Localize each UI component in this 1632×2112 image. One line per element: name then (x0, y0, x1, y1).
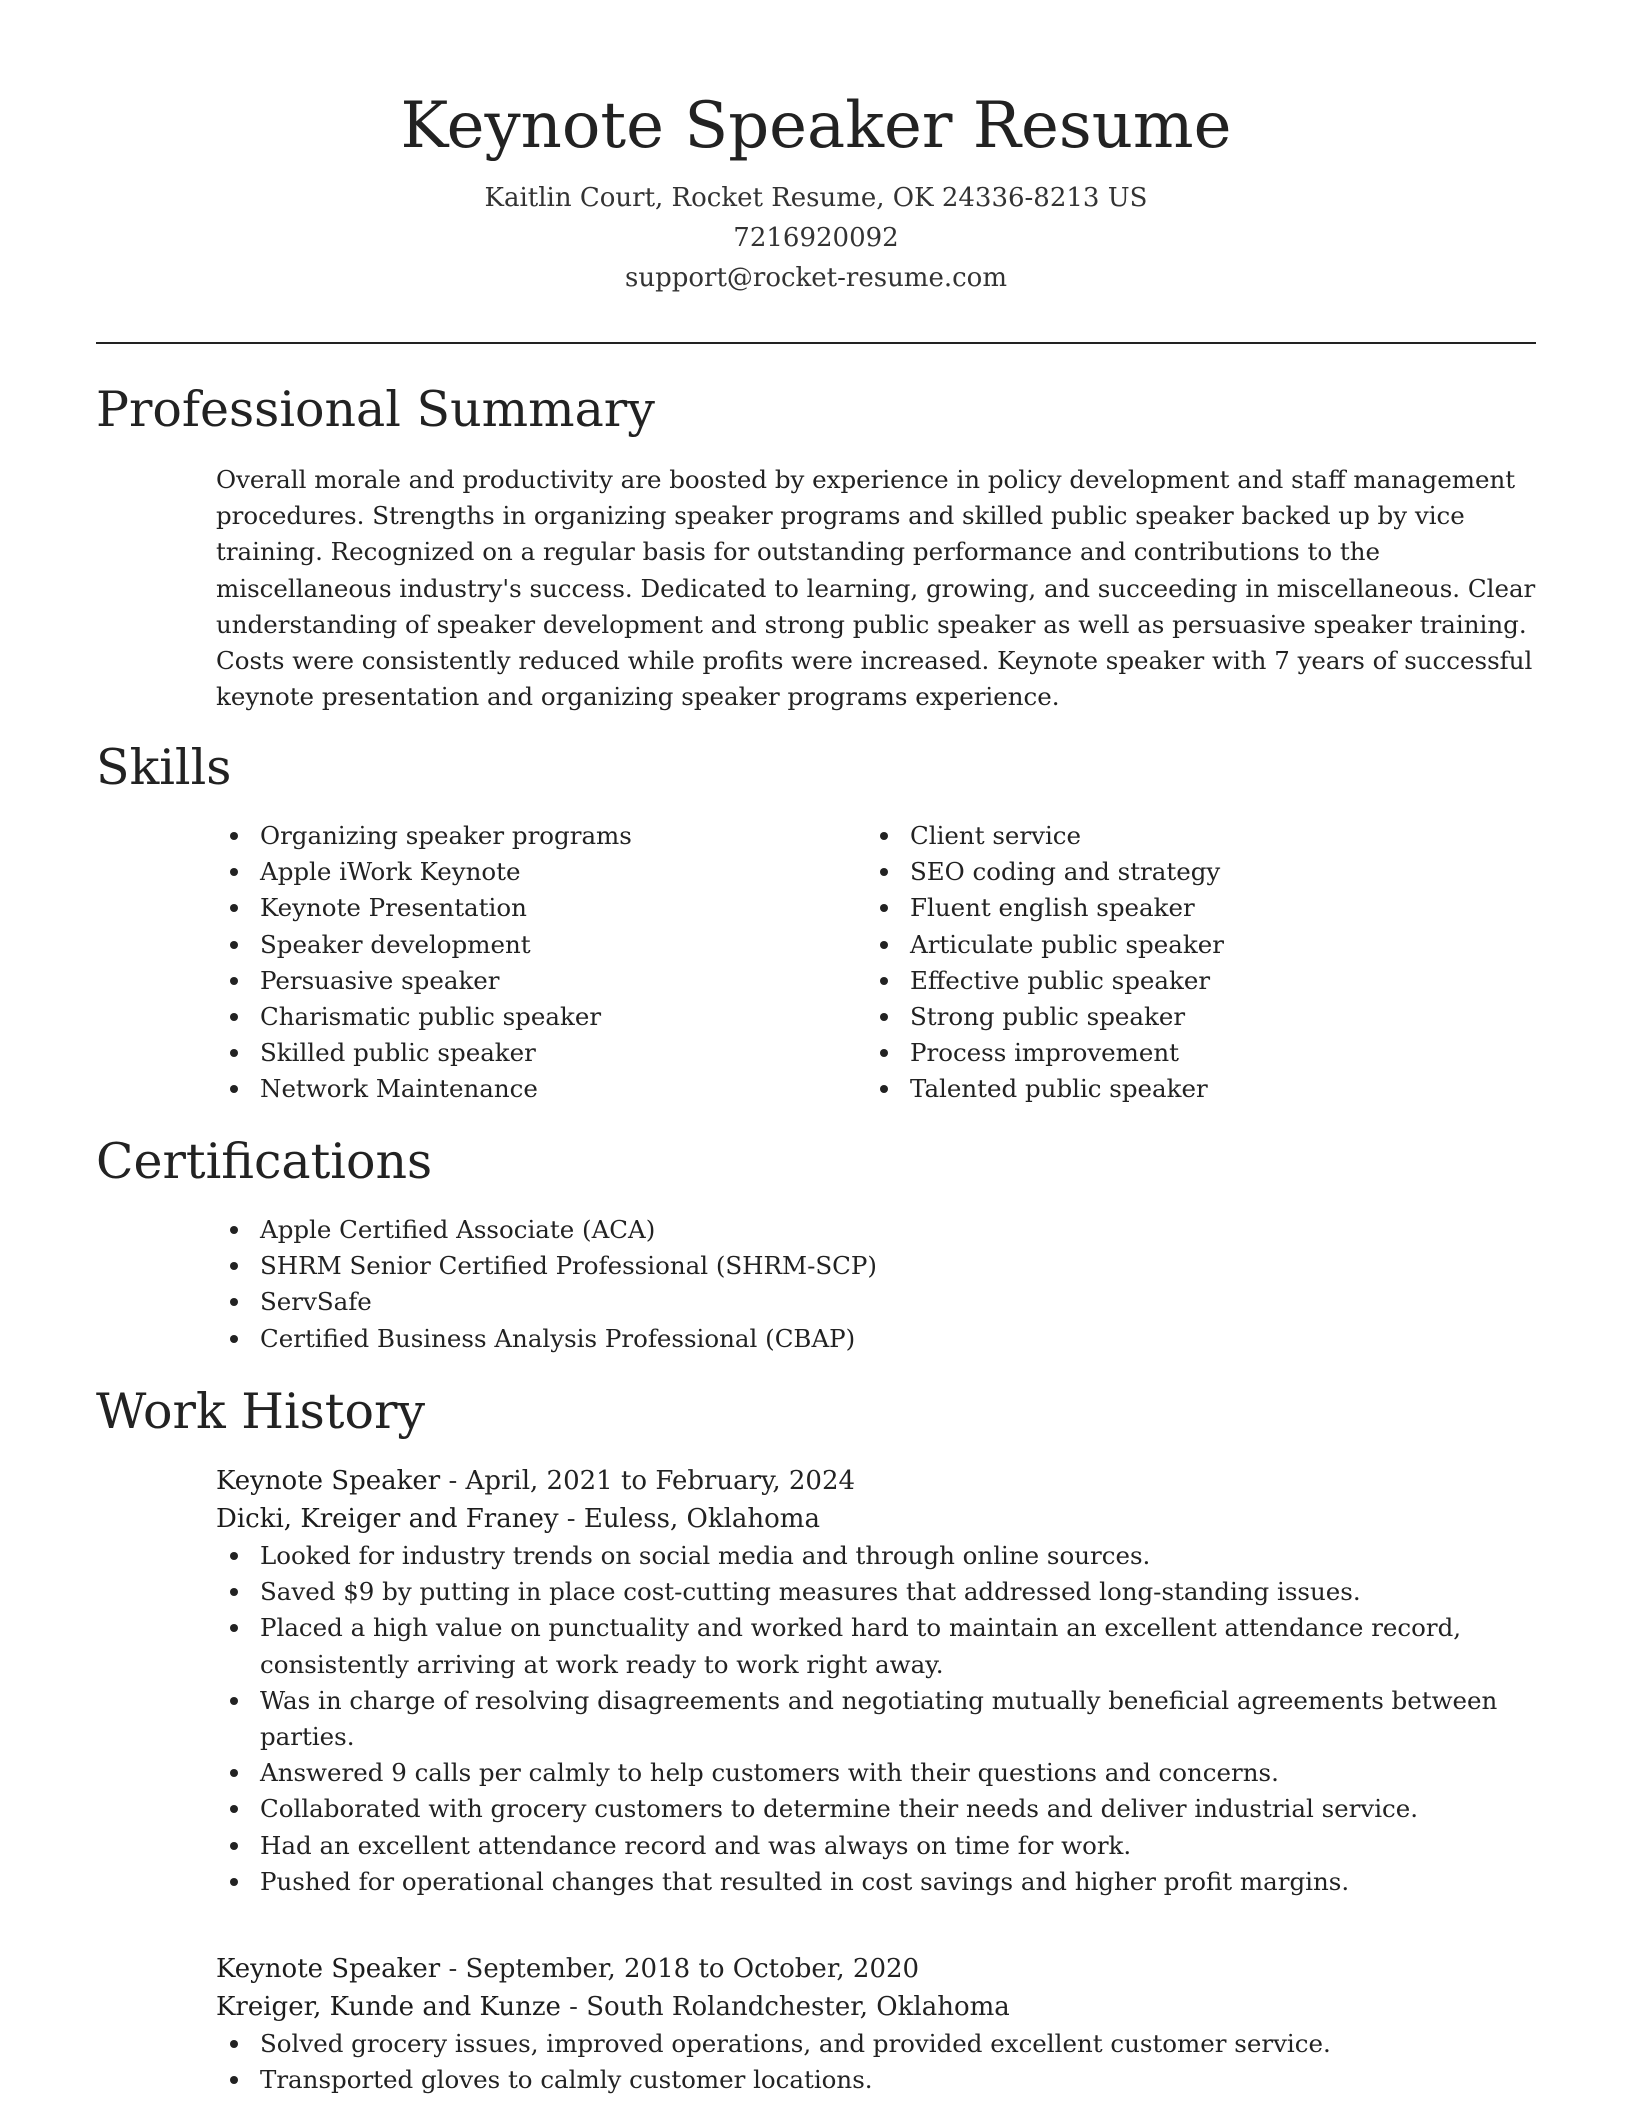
list-item: Apple iWork Keynote (216, 854, 856, 890)
list-item: Effective public speaker (866, 963, 1506, 999)
list-item: Process improvement (866, 1035, 1506, 1071)
job-entry-1 (216, 1462, 1536, 1900)
list-item: Looked for industry trends on social media and through online sources. (216, 1538, 1536, 1574)
skills-heading: Skills (96, 739, 232, 796)
summary-text: Overall morale and productivity are boosted by experience in policy development and staff management procedures. Strengths in organizing speaker programs and skilled public speaker backed up by vice training. Recognized on a regular basis for outstanding performance and contributions to the miscellaneous industry's success. Dedicated to learning, growing, and succeeding in miscellaneous. Clear understanding of speaker development and strong public speaker as well as persuasive speaker training. Costs were consistently reduced while profits were increased. Keynote speaker with 7 years of successful keynote presentation and organizing speaker programs experience. (216, 465, 1536, 712)
list-item: Keynote Presentation (216, 890, 856, 926)
skills-list-right (866, 818, 1506, 1108)
job-title-line: Keynote Speaker - April, 2021 to February, 2024 (216, 1466, 856, 1496)
job-location: Euless, Oklahoma (583, 1504, 820, 1534)
list-item: Persuasive speaker (216, 963, 856, 999)
contact-address: Kaitlin Court, Rocket Resume, OK 24336-8213 US (484, 183, 1148, 213)
job-dates: September, 2018 to October, 2020 (465, 1954, 920, 1984)
contact-phone: 7216920092 (733, 223, 899, 253)
job-company: Kreiger, Kunde and Kunze (216, 1992, 561, 2022)
list-item: Pushed for operational changes that resulted in cost savings and higher profit margins. (216, 1864, 1536, 1900)
list-item: Client service (866, 818, 1506, 854)
list-item: Answered 9 calls per calmly to help customers with their questions and concerns. (216, 1755, 1536, 1791)
list-item: ServSafe (216, 1284, 1536, 1320)
list-item: SEO coding and strategy (866, 854, 1506, 890)
job-title: Keynote Speaker (216, 1466, 441, 1496)
job-dates: April, 2021 to February, 2024 (465, 1466, 856, 1496)
job-company-line: Kreiger, Kunde and Kunze - South Rolandchester, Oklahoma (216, 1992, 1010, 2022)
job-title-line: Keynote Speaker - September, 2018 to October, 2020 (216, 1954, 920, 1984)
list-item: Had an excellent attendance record and was always on time for work. (216, 1828, 1536, 1864)
job-entry-2 (216, 1950, 1536, 2098)
list-item: Saved $9 by putting in place cost-cutting measures that addressed long-standing issues. (216, 1574, 1536, 1610)
list-item: Organizing speaker programs (216, 818, 856, 854)
job-company-line: Dicki, Kreiger and Franey - Euless, Oklahoma (216, 1504, 820, 1534)
list-item: Placed a high value on punctuality and worked hard to maintain an excellent attendance record, consistently arriving at work ready to work right away. (216, 1610, 1536, 1682)
job-bullet-list (216, 2026, 1536, 2098)
list-item: Fluent english speaker (866, 890, 1506, 926)
job-title: Keynote Speaker (216, 1954, 441, 1984)
job-company: Dicki, Kreiger and Franey (216, 1504, 559, 1534)
certifications-heading: Certifications (96, 1133, 433, 1190)
list-item: Solved grocery issues, improved operations, and provided excellent customer service. (216, 2026, 1536, 2062)
list-item: SHRM Senior Certified Professional (SHRM-SCP) (216, 1248, 1536, 1284)
work-history-heading: Work History (96, 1383, 426, 1440)
summary-heading: Professional Summary (96, 381, 655, 438)
list-item: Transported gloves to calmly customer locations. (216, 2062, 1536, 2098)
resume-header (0, 82, 1632, 298)
list-item: Was in charge of resolving disagreements and negotiating mutually beneficial agreements between parties. (216, 1683, 1536, 1755)
contact-email: support@rocket-resume.com (624, 263, 1007, 293)
job-location: South Rolandchester, Oklahoma (586, 1992, 1010, 2022)
certifications-list (216, 1212, 1536, 1357)
job-bullet-list (216, 1538, 1536, 1900)
list-item: Collaborated with grocery customers to determine their needs and deliver industrial service. (216, 1791, 1536, 1827)
resume-title: Keynote Speaker Resume (400, 89, 1232, 163)
list-item: Skilled public speaker (216, 1035, 856, 1071)
list-item: Strong public speaker (866, 999, 1506, 1035)
list-item: Network Maintenance (216, 1071, 856, 1107)
list-item: Apple Certified Associate (ACA) (216, 1212, 1536, 1248)
list-item: Talented public speaker (866, 1071, 1506, 1107)
list-item: Certified Business Analysis Professional (CBAP) (216, 1321, 1536, 1357)
skills-list-left (216, 818, 856, 1108)
header-divider (96, 342, 1536, 344)
list-item: Speaker development (216, 927, 856, 963)
list-item: Charismatic public speaker (216, 999, 856, 1035)
list-item: Articulate public speaker (866, 927, 1506, 963)
